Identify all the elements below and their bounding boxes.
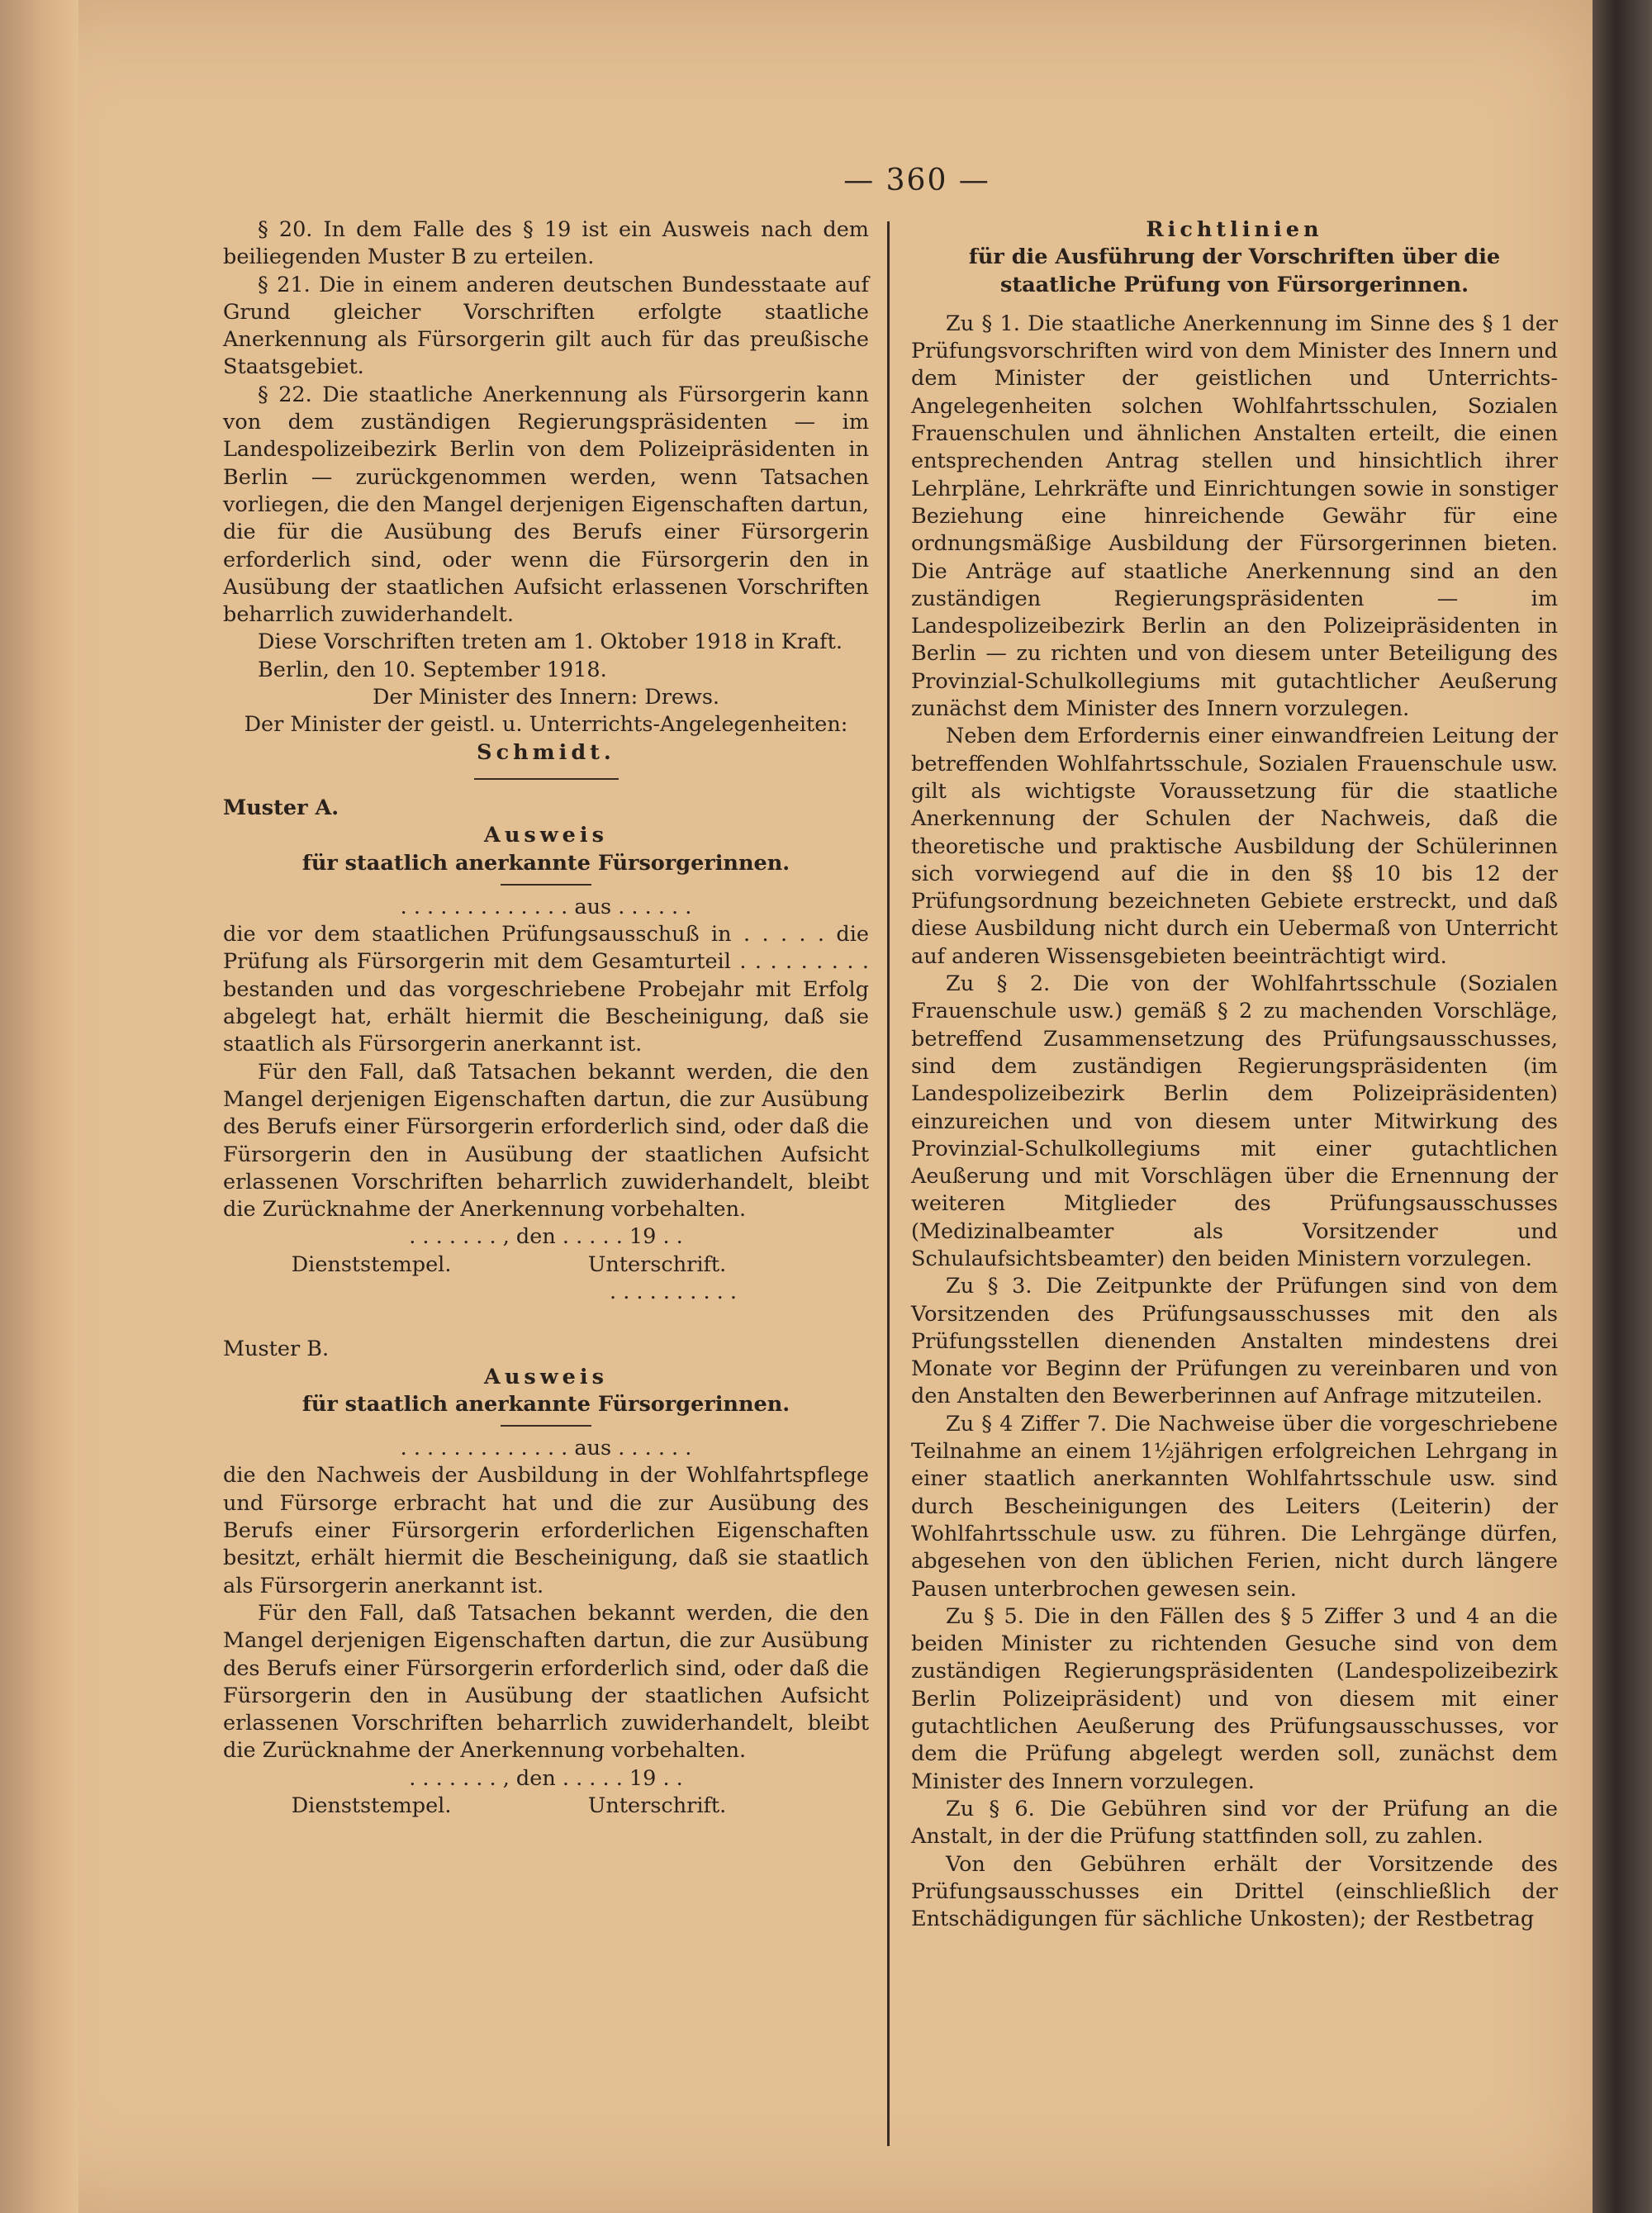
guidelines-title: Richtlinien: [1146, 217, 1323, 242]
muster-b-subtitle: für staatlich anerkannte Fürsorgerinnen.: [301, 1391, 790, 1417]
muster-b-stamp-row: [223, 1793, 869, 1820]
right-column: [911, 216, 1558, 1933]
guideline-zu-6: Zu § 6. Die Gebühren sind vor der Prüfung an die Anstalt, in der die Prüfung stattfinden soll, zu zahlen.: [911, 1796, 1558, 1850]
muster-a-body-1: die vor dem staatlichen Prüfungsausschuß in . . . . . die Prüfung als Fürsorgerin mit dem Gesamturteil . . . . . . . . . bestanden und das vorgeschriebene Probejahr mit Erfolg abgelegt hat, erhält hiermit die Bescheinigung, daß sie staatlich als Fürsorgerin anerkannt ist.: [223, 922, 869, 1057]
minister-interior: Der Minister des Innern: Drews.: [372, 685, 720, 710]
muster-b-body-2: Für den Fall, daß Tatsachen bekannt werden, die den Mangel derjenigen Eigenschaften dartun, die zur Ausübung des Berufs einer Fürsorgerin erforderlich sind, oder daß die Fürsorgerin den in Ausübung der staatlichen Aufsicht erlassenen Vorschriften beharrlich zuwiderhandelt, bleibt die Zurücknahme der Anerkennung vorbehalten.: [223, 1600, 869, 1764]
muster-a-divider: [501, 884, 591, 886]
guidelines-subtitle: für die Ausführung der Vorschriften über die staatliche Prüfung von Fürsorgerinnen.: [968, 245, 1501, 297]
muster-a-date-line: . . . . . . . , den . . . . . 19 . .: [409, 1224, 683, 1250]
binding-gutter: [0, 0, 78, 2213]
muster-b-title: Ausweis: [484, 1364, 608, 1389]
muster-a-signature: Unterschrift.: [587, 1251, 727, 1277]
effective-date-text: Diese Vorschriften treten am 1. Oktober 1918 in Kraft.: [258, 629, 843, 655]
muster-b-label: Muster B.: [223, 1337, 330, 1362]
column-divider: [887, 221, 890, 2146]
guideline-zu-1b: Neben dem Erfordernis einer einwandfreien Leitung der betreffenden Wohlfahrtsschule, Sozialen Frauenschule usw. gilt als wichtigste Voraussetzung für die staatliche Anerkennung der Schulen der Nachweis, daß die theoretische und praktische Ausbildung der Schülerinnen sich vorwiegend auf die in den §§ 10 bis 12 der Prüfungsordnung bezeichneten Gebiete erstreckt, und daß diese Ausbildung nicht durch ein Uebermaß von Unterricht auf anderen Wissensgebieten beeinträchtigt wird.: [911, 724, 1558, 969]
guideline-zu-4: Zu § 4 Ziffer 7. Die Nachweise über die vorgeschriebene Teilnahme an einem 1½jährigen erfolgreichen Lehrgang in einer staatlich anerkannten Wohlfahrtsschule usw. sind durch Bescheinigungen des Leiters (Leiterin) der Wohlfahrtsschule usw. zu führen. Die Lehrgänge dürfen, abgesehen von den üblichen Ferien, nicht durch längere Pausen unterbrochen gewesen sein.: [911, 1411, 1558, 1602]
muster-b-signature: Unterschrift.: [587, 1793, 727, 1819]
muster-a-body-2: Für den Fall, daß Tatsachen bekannt werden, die den Mangel derjenigen Eigenschaften dartun, die zur Ausübung des Berufs einer Fürsorgerin erforderlich sind, oder daß die Fürsorgerin den in Ausübung der staatlichen Aufsicht erlassenen Vorschriften beharrlich zuwiderhandelt, bleibt die Zurücknahme der Anerkennung vorbehalten.: [223, 1059, 869, 1223]
muster-a-label: Muster A.: [223, 795, 339, 820]
muster-a-stamp-row: [223, 1251, 869, 1279]
guideline-zu-5: Zu § 5. Die in den Fällen des § 5 Ziffer 3 und 4 an die beiden Minister zu richtenden Gesuche sind von dem zuständigen Regierungspräsidenten (Landespolizeibezirk Berlin Polizeipräsident) und von diesem mit einer gutachtlichen Aeußerung des Prüfungsausschusses, vor dem die Prüfung abgelegt werden soll, zunächst dem Minister des Innern vorzulegen.: [911, 1603, 1558, 1794]
muster-a-stamp: Dienststempel.: [291, 1251, 452, 1277]
muster-b-divider: [501, 1425, 591, 1427]
paragraph-22: § 22. Die staatliche Anerkennung als Fürsorgerin kann von dem zuständigen Regierungspräsidenten — im Landespolizeibezirk Berlin von dem Polizeipräsidenten in Berlin — zurückgenommen werden, wenn Tatsachen vorliegen, die den Mangel derjenigen Eigenschaften dartun, die für die Ausübung des Berufs einer Fürsorgerin erforderlich sind, oder wenn die Fürsorgerin den in Ausübung der staatlichen Aufsicht erlassenen Vorschriften beharrlich zuwiderhandelt.: [223, 382, 869, 628]
page-number: — 360 —: [843, 164, 990, 197]
muster-a-name-line: . . . . . . . . . . . . . aus . . . . . .: [400, 894, 692, 919]
muster-b-name-line: . . . . . . . . . . . . . aus . . . . . .: [400, 1436, 692, 1461]
muster-b-date-line: . . . . . . . , den . . . . . 19 . .: [409, 1765, 683, 1791]
guideline-zu-3: Zu § 3. Die Zeitpunkte der Prüfungen sind von dem Vorsitzenden des Prüfungsausschusses mit den als Prüfungsstellen dienenden Anstalten mindestens drei Monate vor Beginn der Prüfungen zu vereinbaren und von den Anstalten den Bewerberinnen auf Anfrage mitzuteilen.: [911, 1274, 1558, 1409]
guideline-zu-1: Zu § 1. Die staatliche Anerkennung im Sinne des § 1 der Prüfungsvorschriften wird von dem Minister des Innern und dem Minister der geistlichen und Unterrichts-Angelegenheiten solchen Wohlfahrtsschulen, Sozialen Frauenschulen und ähnlichen Anstalten erteilt, die einen entsprechenden Antrag stellen und hinsichtlich ihrer Lehrpläne, Lehrkräfte und Einrichtungen sowie in sonstiger Beziehung eine hinreichende Gewähr für eine ordnungsmäßige Ausbildung der Fürsorgerinnen bieten. Die Anträge auf staatliche Anerkennung sind an den zuständigen Regierungspräsidenten — im Landespolizeibezirk Berlin an den Polizeipräsidenten in Berlin — zu richten und von diesem unter Beteiligung des Provinzial-Schulkollegiums mit gutachtlicher Aeußerung zunächst dem Minister des Innern vorzulegen.: [911, 311, 1558, 722]
left-column: [223, 216, 869, 1820]
minister-culture-name: Schmidt.: [477, 739, 615, 765]
muster-a-dots: . . . . . . . . . .: [609, 1279, 737, 1304]
minister-culture: Der Minister der geistl. u. Unterrichts-Angelegenheiten:: [244, 712, 848, 738]
paragraph-21: § 21. Die in einem anderen deutschen Bundesstaate auf Grund gleicher Vorschriften erfolgte staatliche Anerkennung als Fürsorgerin gilt auch für das preußische Staatsgebiet.: [223, 272, 869, 380]
guideline-zu-6b: Von den Gebühren erhält der Vorsitzende des Prüfungsausschusses ein Drittel (einschließlich der Entschädigungen für sächliche Unkosten); der Restbetrag: [911, 1851, 1558, 1932]
signing-date: Berlin, den 10. September 1918.: [258, 657, 607, 682]
muster-b-stamp: Dienststempel.: [291, 1793, 452, 1819]
muster-a-title: Ausweis: [484, 823, 608, 848]
guideline-zu-2: Zu § 2. Die von der Wohlfahrtsschule (Sozialen Frauenschule usw.) gemäß § 2 zu machenden Vorschläge, betreffend Zusammensetzung des Prüfungsausschusses, sind dem zuständigen Regierungspräsidenten (im Landespolizeibezirk Berlin dem Polizeipräsidenten) einzureichen und von diesem unter Mitwirkung des Provinzial-Schulkollegiums mit einer gutachtlichen Aeußerung und mit Vorschlägen über die Ernennung der weiteren Mitglieder des Prüfungsausschusses (Medizinalbeamter als Vorsitzender und Schulaufsichtsbeamter) den beiden Ministern vorzulegen.: [911, 971, 1558, 1271]
book-edge: [1593, 0, 1652, 2213]
muster-b-body-1: die den Nachweis der Ausbildung in der Wohlfahrtspflege und Fürsorge erbracht hat und die zur Ausübung des Berufs einer Fürsorgerin erforderlichen Eigenschaften besitzt, erhält hiermit die Bescheinigung, daß sie staatlich als Fürsorgerin anerkannt ist.: [223, 1463, 869, 1598]
muster-a-subtitle: für staatlich anerkannte Fürsorgerinnen.: [301, 850, 790, 876]
section-divider: [474, 778, 619, 780]
paragraph-20: § 20. In dem Falle des § 19 ist ein Ausweis nach dem beiliegenden Muster B zu erteilen.: [223, 217, 869, 270]
